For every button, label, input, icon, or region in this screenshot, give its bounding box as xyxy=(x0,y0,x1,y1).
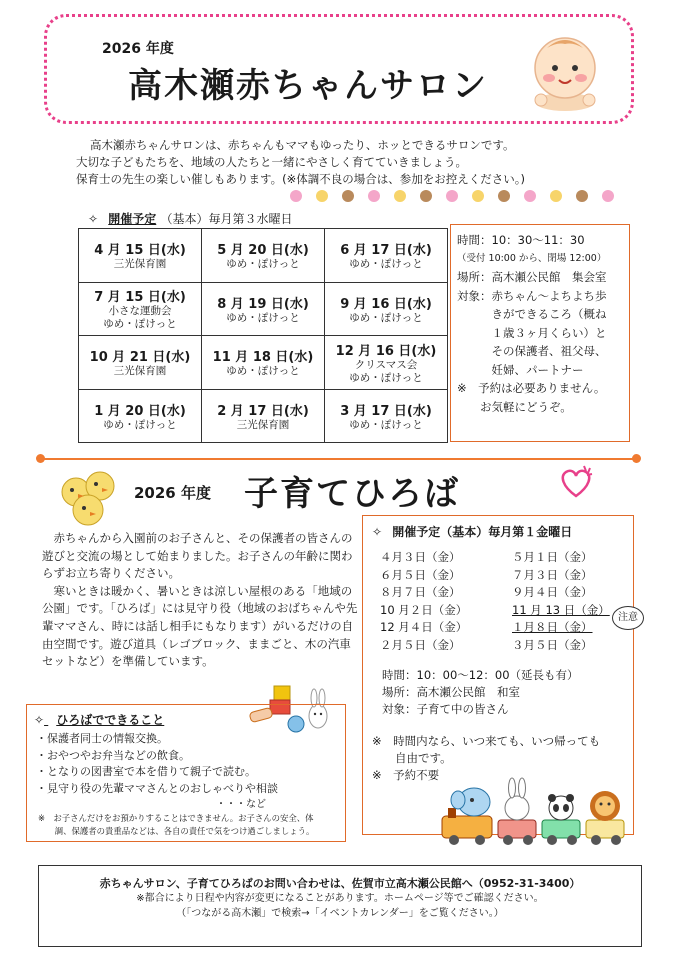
salon-info-box xyxy=(450,224,630,442)
schedule-heading-bold: 開催予定 xyxy=(108,212,157,226)
salon-target: 妊婦、パートナー xyxy=(457,362,584,377)
contact-note: ※都合により日程や内容が変更になることがあります。ホームページ等でご確認ください。 xyxy=(136,893,544,904)
table-cell: 10 月 21 日(水) 三光保育園 xyxy=(79,336,202,390)
intro-text xyxy=(76,137,610,188)
decorative-animal-row-icon xyxy=(288,188,618,204)
intro-line: 大切な子どもたちを、地域の人たちと一緒にやさしく育てていきましょう。 xyxy=(76,155,467,169)
hiroba-target: 対象：子育て中の皆さん xyxy=(382,702,509,716)
heart-icon xyxy=(556,462,596,502)
salon-target: きができるころ（概ね xyxy=(457,307,607,321)
hiroba-year: 2026 年度 xyxy=(134,484,211,502)
list-item: ・となりの図書室で本を借りて親子で読む。 xyxy=(36,765,256,779)
table-row xyxy=(79,282,448,336)
caution-badge: 注意 xyxy=(612,606,644,630)
salon-note: ※ 予約は必要ありません。 xyxy=(457,381,606,395)
salon-schedule-heading xyxy=(88,210,292,227)
hiroba-description xyxy=(42,530,358,671)
can-do-list xyxy=(36,731,336,814)
table-cell: 8 月 19 日(水) ゆめ・ぽけっと xyxy=(202,282,325,336)
list-item: ・おやつやお弁当などの飲食。 xyxy=(36,748,190,762)
schedule-heading-rest: （基本）毎月第３水曜日 xyxy=(160,212,293,226)
table-cell: 1 月 20 日(水) ゆめ・ぽけっと xyxy=(79,389,202,443)
baby-illustration-icon xyxy=(525,28,609,112)
hiroba-place: 場所：高木瀬公民館 和室 xyxy=(382,685,520,699)
contact-note: （「つながる高木瀬」で検索→「イベントカレンダー」をご覧ください。） xyxy=(176,908,504,919)
hiroba-note: ※ 予約不要 xyxy=(372,768,440,782)
salon-target: その保護者、祖父母、 xyxy=(457,344,607,358)
intro-line: 高木瀬赤ちゃんサロンは、赤ちゃんもママもゆったり、ホッとできるサロンです。 xyxy=(90,138,515,152)
hiroba-paragraph: 寒いときは暖かく、暑いときは涼しい屋根のある「地域の公園」です。「ひろば」には見守り役（地域のおばちゃんや先輩ママさん、時には話し相手にもなります）がいるだけの自由空間です。遊び道具（レゴブロック、ままごと、木の汽車セットなど）を準備しています。 xyxy=(42,583,358,669)
hiroba-note: 自由です。 xyxy=(372,751,452,765)
table-cell: 2 月 17 日(水) 三光保育園 xyxy=(202,389,325,443)
salon-place: 場所：高木瀬公民館 集会室 xyxy=(457,270,607,284)
sparkle-icon: ✧ xyxy=(34,713,45,727)
date-row: 10 月２日（金） 11 月 13 日（金） xyxy=(380,602,610,617)
contact-main: 赤ちゃんサロン、子育てひろばのお問い合わせは、佐賀市立高木瀬公民館へ（0952-31-3400） xyxy=(99,877,581,890)
date-row: ６月５日（金） ７月３日（金） xyxy=(380,567,593,582)
date-row: ４月３日（金） ５月１日（金） xyxy=(380,550,593,564)
hiroba-title: 子育てひろば xyxy=(244,474,460,514)
divider-dot xyxy=(632,454,641,463)
list-item: ・見守り役の先輩ママさんとのおしゃべりや相談 xyxy=(36,781,278,795)
salon-time: 時間：10：30～11：30 xyxy=(457,233,585,247)
contact-box xyxy=(38,865,642,947)
hiroba-info xyxy=(382,667,579,718)
salon-target: 対象：赤ちゃん～よちよち歩 xyxy=(457,288,607,303)
salon-time-note: （受付 10:00 から、閉場 12:00） xyxy=(457,252,607,264)
table-cell: 4 月 15 日(水) 三光保育園 xyxy=(79,229,202,283)
date-row: ８月７日（金） ９月４日（金） xyxy=(380,585,593,600)
table-cell: 11 月 18 日(水) ゆめ・ぽけっと xyxy=(202,336,325,390)
hiroba-date-list xyxy=(380,549,610,655)
table-cell: 9 月 16 日(水) ゆめ・ぽけっと xyxy=(325,282,448,336)
table-cell: 3 月 17 日(水) ゆめ・ぽけっと xyxy=(325,389,448,443)
hiroba-paragraph: 赤ちゃんから入園前のお子さんと、その保護者の皆さんの遊びと交流の場として始まりました。お子さんの年齢に関わらずお立ち寄りください。 xyxy=(42,531,353,581)
intro-line: 保育士の先生の楽しい催しもあります。(※体調不良の場合は、参加をお控えください。) xyxy=(76,172,525,186)
table-cell: 12 月 16 日(水) クリスマス会 ゆめ・ぽけっと xyxy=(325,336,448,390)
table-cell: 7 月 15 日(水) 小さな運動会 ゆめ・ぽけっと xyxy=(79,282,202,336)
date-row: 12 月４日（金） １月８日（金） xyxy=(380,620,593,635)
hiroba-schedule-heading: ✧ 開催予定（基本）毎月第１金曜日 xyxy=(372,525,573,539)
can-do-note: ※ お子さんだけをお預かりすることはできません。お子さんの安全、体 調、保護者の貴重品などは、各自の責任で気をつけ過ごしましょう。 xyxy=(38,813,315,836)
list-item: ・保護者同士の情報交換。 xyxy=(36,732,168,745)
salon-schedule-table xyxy=(78,228,448,443)
title-year: 2026 年度 xyxy=(102,41,174,57)
page-title: 高木瀬赤ちゃんサロン xyxy=(128,66,488,106)
animal-train-illustration-icon xyxy=(438,776,628,848)
table-cell: 6 月 17 日(水) ゆめ・ぽけっと xyxy=(325,229,448,283)
table-row xyxy=(79,229,448,283)
table-cell: 5 月 20 日(水) ゆめ・ぽけっと xyxy=(202,229,325,283)
sparkle-icon: ✧ xyxy=(88,212,99,226)
hiroba-time: 時間：10：00～12：00（延長も有） xyxy=(382,668,579,682)
table-row xyxy=(79,336,448,390)
salon-note: お気軽にどうぞ。 xyxy=(457,399,572,414)
date-row: ２月５日（金） ３月５日（金） xyxy=(380,637,593,652)
can-do-heading: ✧ ひろばでできること xyxy=(34,713,165,727)
sparkle-icon: ✧ xyxy=(372,525,383,539)
table-row xyxy=(79,389,448,443)
section-divider xyxy=(40,458,636,460)
chicks-illustration-icon xyxy=(56,462,120,528)
divider-dot xyxy=(36,454,45,463)
salon-target: １歳３ヶ月くらい）と xyxy=(457,325,607,340)
list-item: ・・・など xyxy=(36,799,266,811)
hiroba-note: ※ 時間内なら、いつ来ても、いつ帰っても xyxy=(372,734,601,748)
